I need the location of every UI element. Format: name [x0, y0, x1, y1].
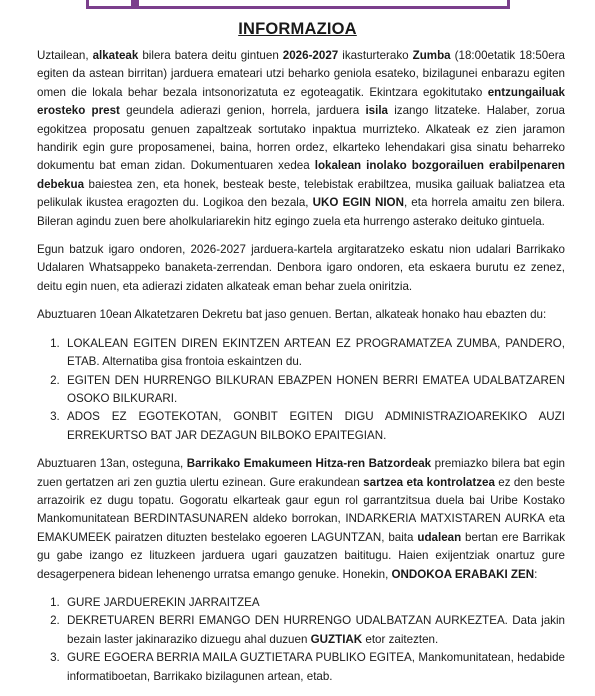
bold-text: entzungailuak erosteko prest [37, 85, 565, 118]
bold-text: lokalean inolako bozgorailuen erabilpenaren debekua [37, 159, 565, 191]
bold-text: alkateak [92, 49, 139, 62]
top-banner-mark [131, 0, 139, 6]
paragraph-1: Uztailean, alkateak bilera batera deitu gintuen 2026-2027 ikasturterako Zumba (18:00etatik 18:50era egiten da astean birritan) jarduera emateari utzi beharko geniola esateko, bizilagunei enbarazu egiten omen die lokala behar bezala intsonorizatuta ez egoteagatik. Ekintzara egokitutako entzungailuak erosteko prest geundela adierazi genion, horrela, jarduera isila izango litzateke. Halaber, zorua egokitzea proposatu genuen zapaltzeak sortutako inpaktua murrizteko. Alkateak ez zien jaramon handirik egin gure proposamenei, baina, horren ordez, elkarteko lehendakari gisa sinatu beharreko dokumentu bat eman zidan. Dokumentuaren xedea lokalean inolako bozgorailuen erabilpenaren debekua baiestea zen, eta honek, besteak beste, telebistak erabiltzea, musika gailuak baliatzea eta pelikulak ikustea eragozten du. Logikoa den bezala, UKO EGIN NION, eta horrela amaitu zen bilera. Bileran agindu zuen bere aholkulariarekin hitz egingo zuela eta hurrengo asterako deituko gintuela. [37, 49, 566, 228]
document-body [37, 47, 565, 696]
list-item: 1. LOKALEAN EGITEN DIREN EKINTZEN ARTEAN EZ PROGRAMATZEA ZUMBA, PANDERO, ETAB. Alternatiba gisa frontoia eskaintzen du. [63, 335, 565, 372]
decree-list [37, 335, 565, 445]
paragraph-3: Abuztuaren 10ean Alkatetzaren Dekretu bat jaso genuen. Bertan, alkateak honako hau ebazten du: [37, 308, 547, 322]
list-item: 1. GURE JARDUEREKIN JARRAITZEA [63, 594, 565, 612]
list-item: 3. ADOS EZ EGOTEKOTAN, GONBIT EGITEN DIGU ADMINISTRAZIOAREKIKO AUZI ERREKURTSO BAT JAR DEZAGUN BILBOKO EPAITEGIAN. [63, 408, 565, 445]
page-title: INFORMAZIOA [238, 20, 357, 38]
bold-text: 2026-2027 [282, 49, 339, 62]
bold-text: ONDOKOA ERABAKI ZEN [391, 567, 535, 581]
bold-text: sartzea eta kontrolatzea [363, 475, 495, 489]
paragraph-4: Abuztuaren 13an, osteguna, Barrikako Emakumeen Hitza-ren Batzordeak premiazko bilera bat egin zuen gertatzen ari zen guztia ulertu ezinean. Gure erakundean sartzea eta kontrolatzea ez den beste arrazoirik ez dugu topatu. Gogoratu elkarteak gaur egun rol garrantzitsua duela bai Uribe Kostako Mankomunitatean BERDINTASUNAREN aldeko borrokan, INDARKERIA MATXISTAREN AURKA eta EMAKUMEEK pairatzen dituzten bestelako egoeren LAGUNTZAN, baita udalean bertan ere Barrikak gu gabe izango ez lituzkeen jarduera ugari gauzatzen baititugu. Haien exijentziak onartuz gure desagerpenera bidean lehenengo urratsa emango genuke. Honekin, ONDOKOA ERABAKI ZEN: [37, 457, 565, 581]
list-item: 3. GURE EGOERA BERRIA MAILA GUZTIETARA PUBLIKO EGITEA, Mankomunitatean, hedabide informatiboetan, Barrikako bizilagunen artean, etab. [63, 649, 565, 686]
paragraph-2: Egun batzuk igaro ondoren, 2026-2027 jarduera-kartela argitaratzeko eskatu nion udalari Barrikako Udalaren Whatsappeko banaketa-zerrendan. Denbora igaro ondoren, eta eskaera burutu ez zenez, deitu egin nuen, eta adierazi zidaten alkateak eman behar zuela oniritzia. [37, 243, 565, 293]
list-item: 2. EGITEN DEN HURRENGO BILKURAN EBAZPEN HONEN BERRI EMATEA UDALBATZAREN OSOKO BILKURARI. [63, 372, 565, 409]
bold-text: UKO EGIN NION [312, 196, 404, 210]
bold-text: GUZTIAK [310, 632, 363, 646]
bold-text: Barrikako Emakumeen Hitza-ren Batzordeak [186, 457, 432, 471]
bold-text: Zumba [412, 49, 451, 62]
top-banner-frame [86, 0, 510, 9]
bold-text: udalean [417, 530, 462, 544]
list-item: 2. DEKRETUAREN BERRI EMANGO DEN HURRENGO UDALBATZAN AURKEZTEA. Data jakin bezain laster jakinaraziko dizuegu ahal duzuen GUZTIAK etor zaitezten. [63, 612, 565, 649]
bold-text: isila [365, 104, 388, 118]
decision-list [37, 594, 565, 686]
